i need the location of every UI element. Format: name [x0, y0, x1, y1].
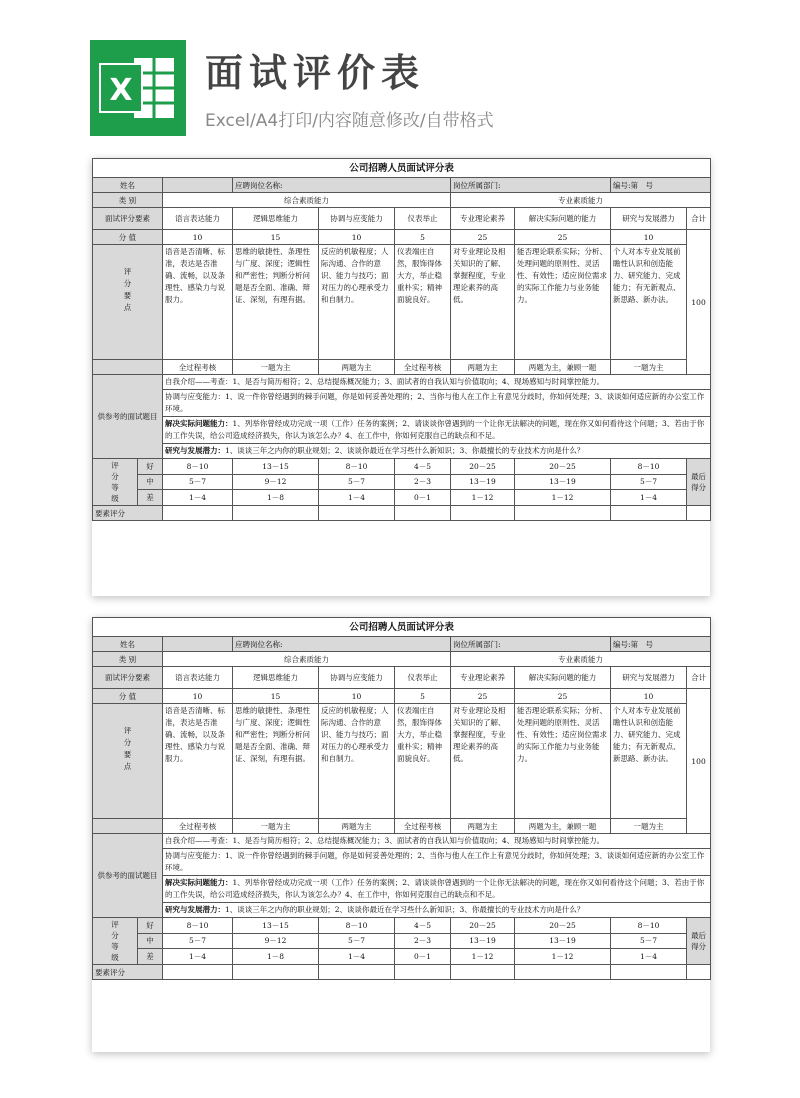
element-name: 研究与发展潜力 [611, 208, 687, 230]
range-mid: 9－12 [233, 933, 319, 949]
range-good: 20－25 [451, 459, 515, 475]
range-good: 4－5 [395, 459, 451, 475]
element-score: 25 [451, 689, 515, 704]
element-desc: 语音是否清晰、标准，表达是否准确、流畅，以及条理性、感染力与说服力。 [163, 245, 233, 360]
element-score: 5 [395, 689, 451, 704]
range-mid: 13－19 [451, 933, 515, 949]
element-method: 一题为主 [611, 819, 687, 834]
name-value[interactable] [163, 178, 233, 193]
score-label: 分 值 [93, 689, 163, 704]
range-mid: 13－19 [451, 474, 515, 490]
element-score: 15 [233, 230, 319, 245]
factor-score-cell[interactable] [319, 965, 395, 980]
final-score-label: 最后得分 [687, 918, 711, 965]
page-subtitle: Excel/A4打印/内容随意修改/自带格式 [205, 111, 494, 131]
question-potential-text: 1、谈谈三年之内你的职业规划；2、谈谈你最近在学习些什么新知识；3、你最擅长的专业技术方向是什么？ [225, 446, 585, 455]
range-mid: 2－3 [395, 474, 451, 490]
element-desc: 能否理论联系实际；分析、处理问题的原则性、灵活性、有效性；适应岗位需求的实际工作能力与业务能力。 [515, 245, 611, 360]
element-method: 两题为主 [451, 819, 515, 834]
element-method: 两题为主 [451, 360, 515, 375]
question-potential-label: 研究与发展潜力： [165, 446, 225, 455]
questions-label: 供参考的面试题目 [93, 834, 163, 918]
range-good: 8－10 [611, 459, 687, 475]
range-good: 8－10 [163, 918, 233, 934]
factor-score-cell[interactable] [233, 506, 319, 521]
sheet-preview-1 [92, 158, 710, 596]
elements-label: 面试评分要素 [93, 208, 163, 230]
element-name: 语言表达能力 [163, 667, 233, 689]
factor-score-cell[interactable] [687, 965, 711, 980]
element-method: 全过程考核 [395, 360, 451, 375]
element-desc: 能否理论联系实际；分析、处理问题的原则性、灵活性、有效性；适应岗位需求的实际工作能力与业务能力。 [515, 704, 611, 819]
questions-label: 供参考的面试题目 [93, 375, 163, 459]
element-method: 两题为主，兼顾一题 [515, 819, 611, 834]
element-method: 两题为主，兼顾一题 [515, 360, 611, 375]
element-score: 10 [319, 689, 395, 704]
question-potential [163, 903, 711, 918]
question-problem-solving [163, 876, 711, 903]
factor-score-cell[interactable] [233, 965, 319, 980]
range-bad: 1－12 [515, 949, 611, 965]
range-good: 20－25 [515, 459, 611, 475]
element-method: 一题为主 [611, 360, 687, 375]
element-desc: 反应的机敏程度；人际沟通、合作的意识、能力与技巧；面对压力的心理承受力和自制力。 [319, 704, 395, 819]
name-value[interactable] [163, 637, 233, 652]
final-score-label: 最后得分 [687, 459, 711, 506]
question-problem-solving-label: 解决实际问题能力： [165, 878, 233, 887]
excel-icon [90, 40, 186, 136]
element-score: 10 [163, 689, 233, 704]
range-bad: 1－4 [319, 949, 395, 965]
question-problem-solving-text: 1、列举你曾经成功完成一项（工作）任务的案例；2、请谈谈你曾遇到的一个让你无法解决的问题，现在你又如何看待这个问题；3、若由于你的工作失误，给公司造成经济损失，你认为该怎么办？4、在工作中，你如何克服自己的缺点和不足。 [165, 878, 705, 899]
element-score: 10 [163, 230, 233, 245]
element-method: 全过程考核 [163, 819, 233, 834]
element-score: 10 [611, 689, 687, 704]
category-label: 类 别 [93, 652, 163, 667]
range-good: 13－15 [233, 459, 319, 475]
range-good: 20－25 [515, 918, 611, 934]
factor-score-cell[interactable] [395, 506, 451, 521]
element-name: 研究与发展潜力 [611, 667, 687, 689]
range-mid: 9－12 [233, 474, 319, 490]
sheet-preview-2 [92, 617, 710, 1052]
category-professional: 专业素质能力 [451, 652, 711, 667]
grade-bad: 差 [138, 490, 163, 506]
factor-score-cell[interactable] [687, 506, 711, 521]
element-name: 逻辑思维能力 [233, 667, 319, 689]
element-score: 10 [319, 230, 395, 245]
element-desc: 仪表端庄自然，服饰得体大方，举止稳重朴实；精神面貌良好。 [395, 704, 451, 819]
factor-score-cell[interactable] [515, 965, 611, 980]
grade-mid: 中 [138, 933, 163, 949]
total-score: 100 [687, 689, 711, 834]
factor-score-label: 要素评分 [93, 506, 163, 521]
dept-label[interactable]: 岗位所属部门: [451, 637, 611, 652]
element-score: 25 [515, 689, 611, 704]
element-method: 全过程考核 [395, 819, 451, 834]
question-potential [163, 444, 711, 459]
range-good: 8－10 [163, 459, 233, 475]
element-method: 一题为主 [233, 819, 319, 834]
elements-label: 面试评分要素 [93, 667, 163, 689]
header [0, 0, 800, 150]
range-mid: 5－7 [319, 933, 395, 949]
number-label[interactable]: 编号:第 号 [611, 637, 711, 652]
range-bad: 1－4 [163, 490, 233, 506]
question-intro: 自我介绍——考查：1、是否与简历相符；2、总结提炼概况能力；3、面试者的自我认知与价值取向；4、现场感知与时间掌控能力。 [163, 834, 711, 849]
factor-score-cell[interactable] [611, 506, 687, 521]
grade-label: 评分等级 [93, 459, 138, 506]
question-problem-solving-label: 解决实际问题能力： [165, 419, 233, 428]
range-good: 13－15 [233, 918, 319, 934]
range-bad: 1－12 [451, 949, 515, 965]
element-name: 解决实际问题的能力 [515, 208, 611, 230]
score-label: 分 值 [93, 230, 163, 245]
element-method: 全过程考核 [163, 360, 233, 375]
element-name: 协调与应变能力 [319, 667, 395, 689]
range-bad: 1－12 [515, 490, 611, 506]
range-mid: 5－7 [319, 474, 395, 490]
grade-good: 好 [138, 918, 163, 934]
element-score: 15 [233, 689, 319, 704]
category-professional: 专业素质能力 [451, 193, 711, 208]
form-title: 公司招聘人员面试评分表 [93, 618, 711, 637]
element-desc: 对专业理论及相关知识的了解、掌握程度，专业理论素养的高低。 [451, 704, 515, 819]
element-name: 协调与应变能力 [319, 208, 395, 230]
element-name: 解决实际问题的能力 [515, 667, 611, 689]
range-mid: 5－7 [163, 474, 233, 490]
factor-score-cell[interactable] [395, 965, 451, 980]
factor-score-cell[interactable] [451, 965, 515, 980]
range-good: 8－10 [319, 918, 395, 934]
factor-score-cell[interactable] [611, 965, 687, 980]
question-potential-text: 1、谈谈三年之内你的职业规划；2、谈谈你最近在学习些什么新知识；3、你最擅长的专业技术方向是什么？ [225, 905, 585, 914]
range-bad: 1－4 [319, 490, 395, 506]
range-mid: 5－7 [611, 933, 687, 949]
element-name: 仪表举止 [395, 208, 451, 230]
element-score: 10 [611, 230, 687, 245]
dept-label[interactable]: 岗位所属部门: [451, 178, 611, 193]
element-desc: 个人对本专业发展前瞻性认识和创造能力、研究能力、完成能力；有无新观点、新思路、新办法。 [611, 704, 687, 819]
element-method: 两题为主 [319, 360, 395, 375]
factor-score-cell[interactable] [515, 506, 611, 521]
question-problem-solving [163, 417, 711, 444]
points-label: 评分要点 [93, 245, 163, 360]
category-general: 综合素质能力 [163, 193, 451, 208]
element-desc: 反应的机敏程度；人际沟通、合作的意识、能力与技巧；面对压力的心理承受力和自制力。 [319, 245, 395, 360]
question-problem-solving-text: 1、列举你曾经成功完成一项（工作）任务的案例；2、请谈谈你曾遇到的一个让你无法解决的问题，现在你又如何看待这个问题；3、若由于你的工作失误，给公司造成经济损失，你认为该怎么办？4、在工作中，你如何克服自己的缺点和不足。 [165, 419, 705, 440]
element-score: 25 [451, 230, 515, 245]
range-bad: 0－1 [395, 949, 451, 965]
element-method: 两题为主 [319, 819, 395, 834]
range-mid: 13－19 [515, 933, 611, 949]
page-title: 面试评价表 [205, 51, 426, 95]
range-bad: 1－8 [233, 949, 319, 965]
range-good: 8－10 [611, 918, 687, 934]
range-mid: 2－3 [395, 933, 451, 949]
range-bad: 1－12 [451, 490, 515, 506]
category-general: 综合素质能力 [163, 652, 451, 667]
element-desc: 思维的敏捷性、条理性与广度、深度；逻辑性和严密性；判断分析问题是否全面、准确、辩证、深刻，有理有据。 [233, 704, 319, 819]
element-desc: 仪表端庄自然，服饰得体大方，举止稳重朴实；精神面貌良好。 [395, 245, 451, 360]
range-bad: 1－4 [611, 490, 687, 506]
position-label[interactable]: 应聘岗位名称: [233, 637, 451, 652]
method-spacer [93, 360, 163, 375]
grade-good: 好 [138, 459, 163, 475]
evaluation-table [92, 617, 711, 980]
points-label: 评分要点 [93, 704, 163, 819]
element-name: 语言表达能力 [163, 208, 233, 230]
evaluation-table [92, 158, 711, 521]
form-title: 公司招聘人员面试评分表 [93, 159, 711, 178]
element-name: 仪表举止 [395, 667, 451, 689]
factor-score-label: 要素评分 [93, 965, 163, 980]
range-good: 20－25 [451, 918, 515, 934]
number-label[interactable]: 编号:第 号 [611, 178, 711, 193]
range-bad: 1－4 [611, 949, 687, 965]
element-method: 一题为主 [233, 360, 319, 375]
range-bad: 0－1 [395, 490, 451, 506]
element-name: 逻辑思维能力 [233, 208, 319, 230]
excel-logo-letter: X [109, 73, 133, 108]
factor-score-cell[interactable] [163, 506, 233, 521]
method-spacer [93, 819, 163, 834]
element-name: 专业理论素养 [451, 208, 515, 230]
element-score: 25 [515, 230, 611, 245]
factor-score-cell[interactable] [163, 965, 233, 980]
range-bad: 1－4 [163, 949, 233, 965]
name-label: 姓名 [93, 637, 163, 652]
question-coordination: 协调与应变能力：1、说一件你曾经遇到的棘手问题，你是如何妥善处理的；2、当你与他人在工作上有意见分歧时，你如何处理；3、谈谈如何适应新的办公室工作环境。 [163, 390, 711, 417]
question-coordination: 协调与应变能力：1、说一件你曾经遇到的棘手问题，你是如何妥善处理的；2、当你与他人在工作上有意见分歧时，你如何处理；3、谈谈如何适应新的办公室工作环境。 [163, 849, 711, 876]
factor-score-cell[interactable] [451, 506, 515, 521]
range-mid: 5－7 [163, 933, 233, 949]
total-label: 合计 [687, 667, 711, 689]
element-desc: 语音是否清晰、标准，表达是否准确、流畅，以及条理性、感染力与说服力。 [163, 704, 233, 819]
question-intro: 自我介绍——考查：1、是否与简历相符；2、总结提炼概况能力；3、面试者的自我认知与价值取向；4、现场感知与时间掌控能力。 [163, 375, 711, 390]
position-label[interactable]: 应聘岗位名称: [233, 178, 451, 193]
range-good: 4－5 [395, 918, 451, 934]
range-bad: 1－8 [233, 490, 319, 506]
range-mid: 5－7 [611, 474, 687, 490]
factor-score-cell[interactable] [319, 506, 395, 521]
range-mid: 13－19 [515, 474, 611, 490]
category-label: 类 别 [93, 193, 163, 208]
element-score: 5 [395, 230, 451, 245]
element-desc: 个人对本专业发展前瞻性认识和创造能力、研究能力、完成能力；有无新观点、新思路、新办法。 [611, 245, 687, 360]
total-label: 合计 [687, 208, 711, 230]
grade-bad: 差 [138, 949, 163, 965]
grade-label: 评分等级 [93, 918, 138, 965]
question-potential-label: 研究与发展潜力： [165, 905, 225, 914]
grade-mid: 中 [138, 474, 163, 490]
name-label: 姓名 [93, 178, 163, 193]
element-desc: 思维的敏捷性、条理性与广度、深度；逻辑性和严密性；判断分析问题是否全面、准确、辩证、深刻，有理有据。 [233, 245, 319, 360]
range-good: 8－10 [319, 459, 395, 475]
total-score: 100 [687, 230, 711, 375]
element-desc: 对专业理论及相关知识的了解、掌握程度，专业理论素养的高低。 [451, 245, 515, 360]
element-name: 专业理论素养 [451, 667, 515, 689]
